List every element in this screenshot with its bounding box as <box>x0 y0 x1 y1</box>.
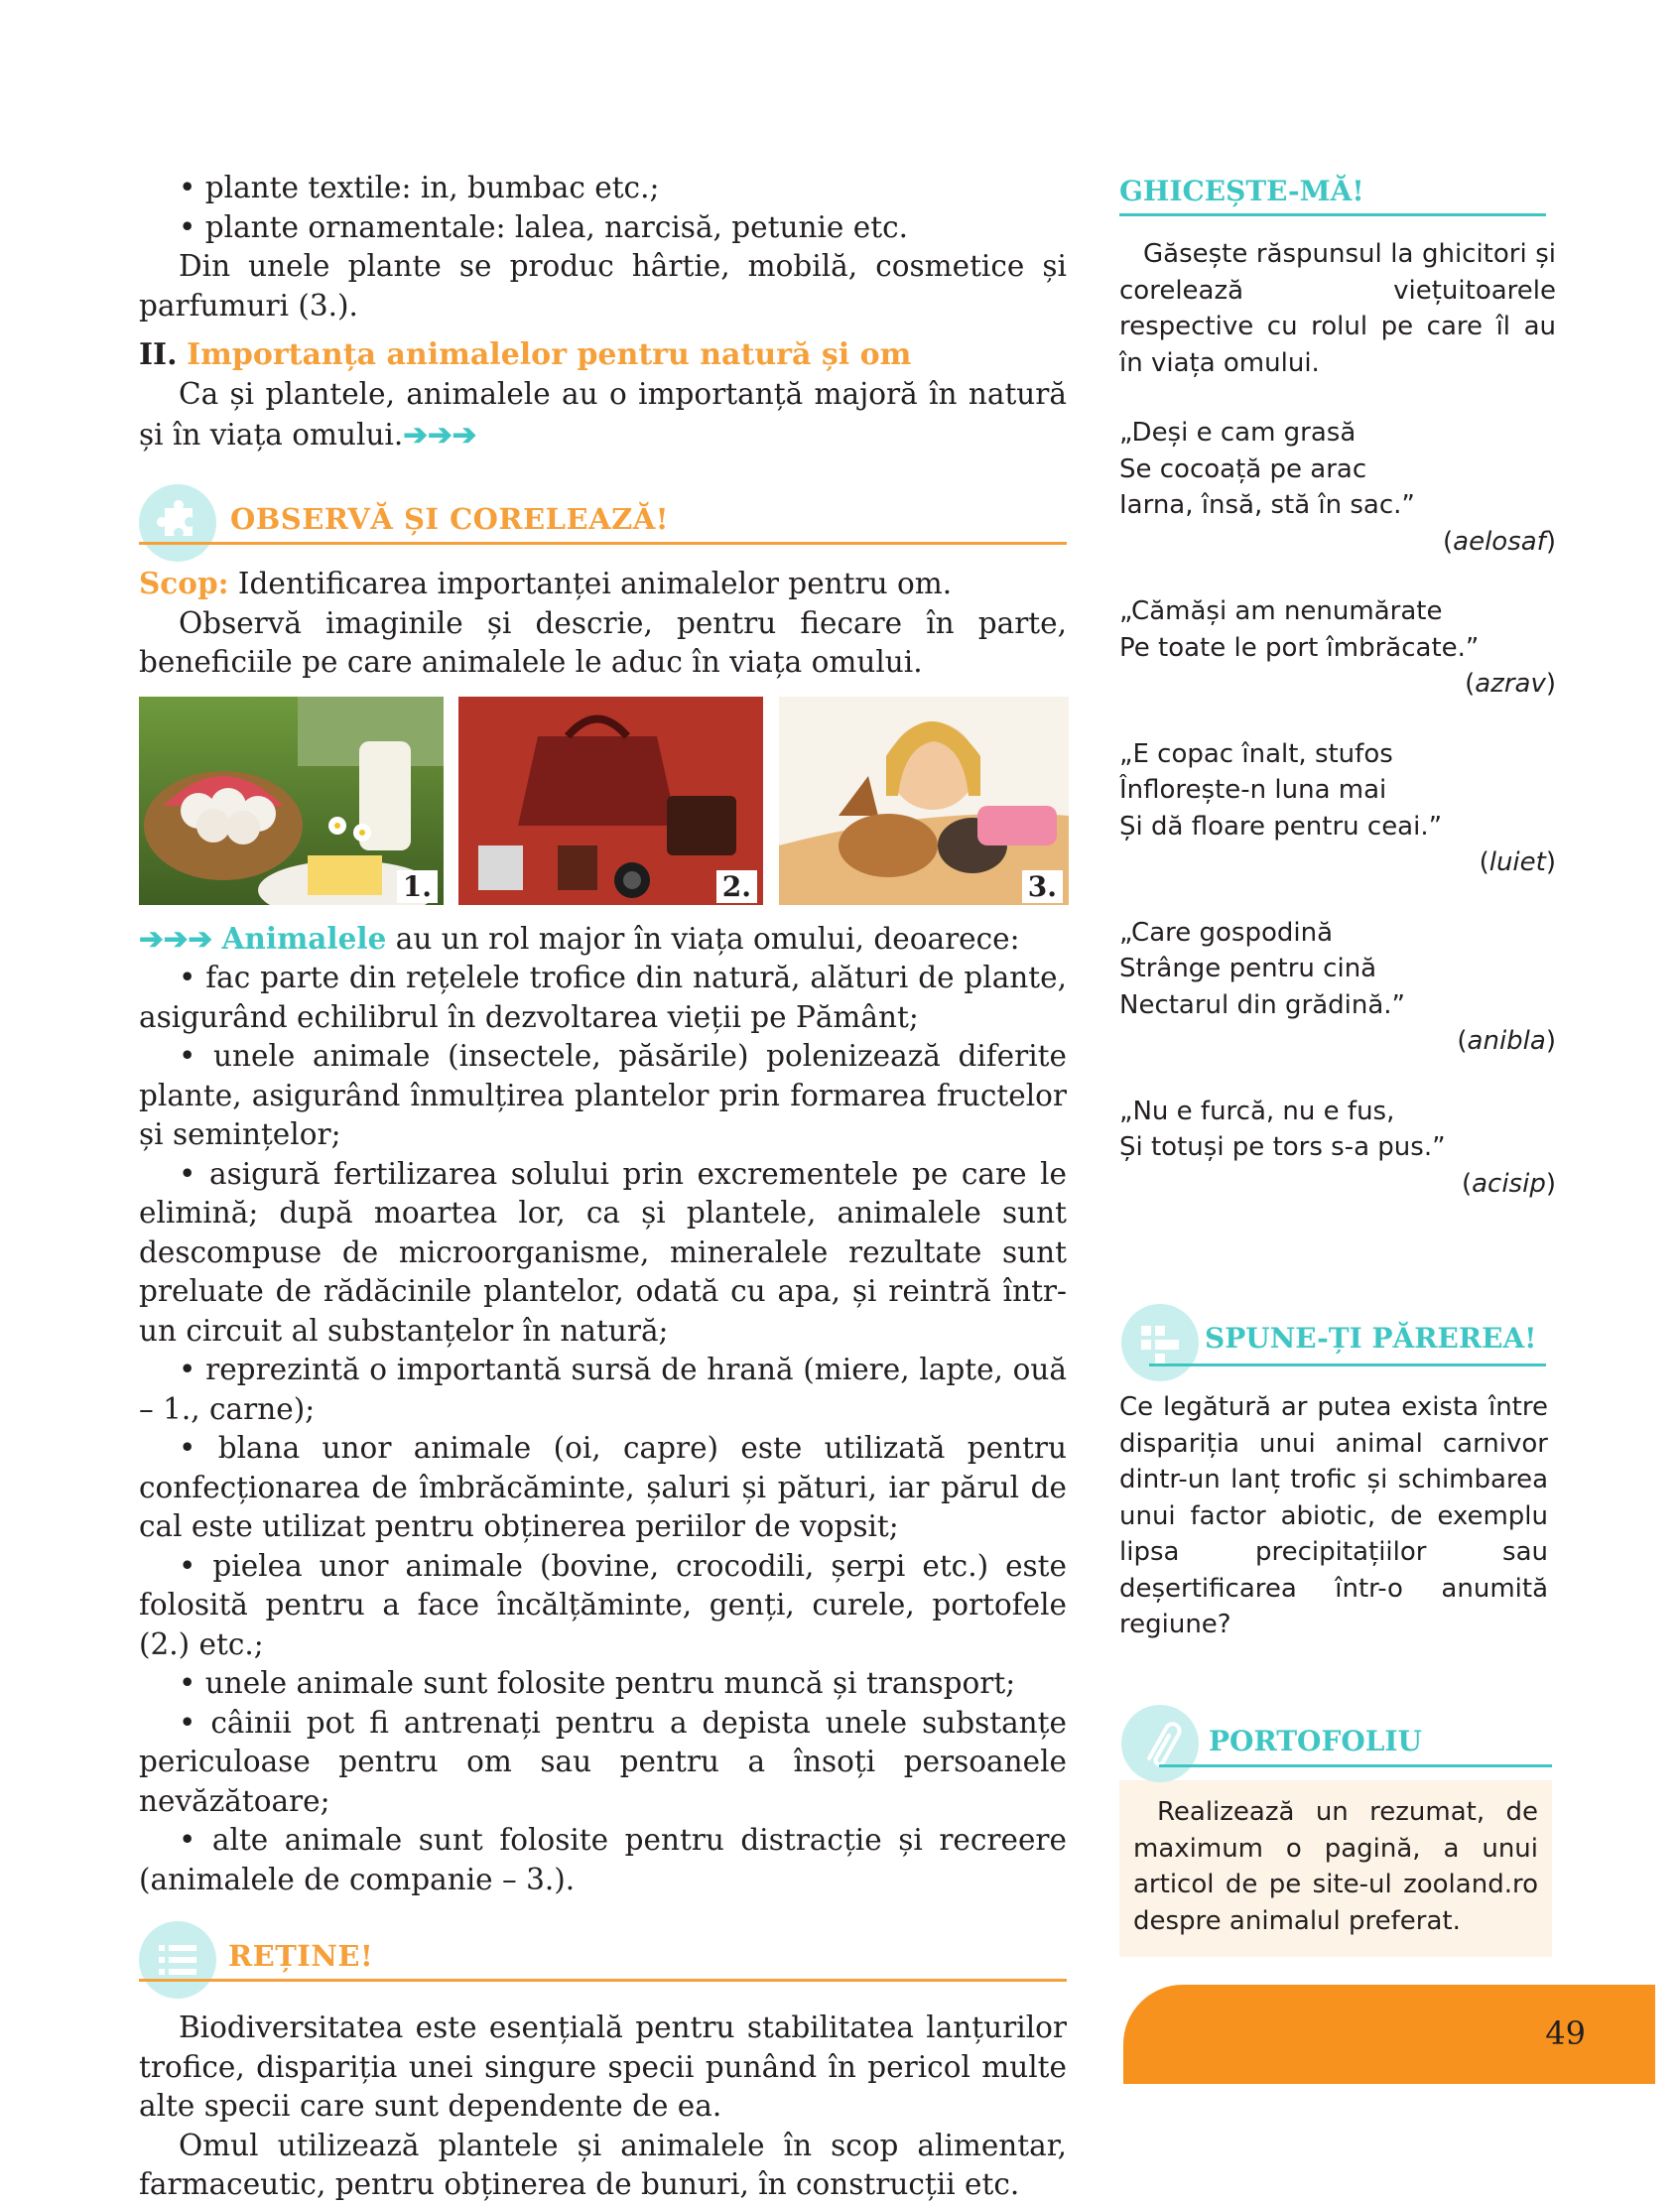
retine-title: REȚINE! <box>228 1939 374 1973</box>
riddle-answer-text: anibla <box>1467 1026 1546 1056</box>
riddle-line: Strânge pentru cină <box>1119 954 1377 983</box>
spune-text: Ce legătură ar putea exista între dispariția unui animal carnivor dintr-un lanț trofic și schimbarea unui factor abiotic, de exemplu lipsa precipitațiilor sau deșertificarea într-o anumită regiune? <box>1119 1392 1548 1639</box>
riddle-5 <box>1119 1094 1556 1203</box>
retine-divider <box>139 1979 1067 1982</box>
portofoliu-header <box>1119 1705 1552 1780</box>
arrows-icon: ➔➔➔ <box>403 416 477 452</box>
riddle-answer: (anibla) <box>1457 1026 1556 1056</box>
photo-food <box>139 697 444 905</box>
photo-label-3: 3. <box>1022 870 1063 903</box>
riddle-2 <box>1119 593 1556 703</box>
riddle-answer-text: acisip <box>1472 1168 1546 1199</box>
portofoliu-divider <box>1159 1764 1552 1767</box>
riddle-answer: (azrav) <box>1465 669 1556 699</box>
section-2-numeral: II. <box>139 337 178 372</box>
page-number-tab <box>1123 1985 1655 2084</box>
retine-paragraph-2: Omul utilizează plantele și animalele în scop alimentar, farmaceutic, pentru obținerea de bunuri, în construcții etc. <box>139 2128 1067 2201</box>
speech-bubble-icon <box>1119 1302 1201 1383</box>
main-column <box>139 169 1067 2205</box>
riddle-3 <box>1119 736 1556 881</box>
photo-label-1: 1. <box>397 870 438 903</box>
photo-strip <box>139 697 1067 905</box>
scope-text: Identificarea importanței animalelor pentru om. <box>228 567 953 600</box>
section-2-text-body: Ca și plantele, animalele au o importanță majoră în natură și în viața omului. <box>139 377 1067 452</box>
observa-title: OBSERVĂ ȘI CORELEAZĂ! <box>230 502 670 536</box>
riddle-answer-text: aelosaf <box>1453 526 1546 557</box>
animals-keyword: Animalele <box>221 920 387 956</box>
riddle-line: „Cămăși am nenumărate <box>1119 596 1443 626</box>
observa-text: Observă imaginile și descrie, pentru fiecare în parte, beneficiile pe care animalele le aduc în viața omului. <box>139 605 1067 679</box>
spune-box <box>1119 1308 1556 1643</box>
observa-header <box>139 484 1067 554</box>
riddle-line: „Deși e cam grasă <box>1119 418 1357 448</box>
riddle-line: Iarna, însă, stă în sac.” <box>1119 490 1415 520</box>
animals-lead <box>139 919 1067 960</box>
retine-header <box>139 1921 1067 1991</box>
ghiceste-divider <box>1119 213 1546 216</box>
spune-title: SPUNE-ȚI PĂREREA! <box>1205 1322 1537 1355</box>
riddle-line: „Care gospodină <box>1119 917 1334 948</box>
portofoliu-panel <box>1119 1780 1552 1957</box>
photo-leather-goods <box>458 697 763 905</box>
bullet-ornamental-plants: • plante ornamentale: lalea, narcisă, petunie etc. <box>179 209 908 244</box>
riddle-answer: (aelosaf) <box>1442 526 1556 557</box>
riddle-answer-text: luiet <box>1488 847 1546 877</box>
section-2-title: Importanța animalelor pentru natură și om <box>187 337 912 372</box>
puzzle-icon <box>139 484 216 562</box>
animal-role-item: • unele animale (insectele, păsările) polenizează diferite plante, asigurând înmulțirea plantelor prin formarea fructelor și semințelor; <box>139 1039 1067 1151</box>
riddle-line: „E copac înalt, stufos <box>1119 738 1393 769</box>
list-icon <box>139 1921 216 1999</box>
riddle-line: Se cocoață pe arac <box>1119 454 1367 484</box>
portofoliu-box <box>1119 1705 1552 1957</box>
animal-role-item: • reprezintă o importantă sursă de hrană (miere, lapte, ouă – 1., carne); <box>139 1353 1067 1426</box>
photo-label-2: 2. <box>716 870 757 903</box>
section-2-text <box>139 375 1067 454</box>
riddle-line: „Nu e furcă, nu e fus, <box>1119 1096 1395 1126</box>
riddle-line: Înflorește-n luna mai <box>1119 775 1387 805</box>
animal-role-item: • câinii pot fi antrenați pentru a depista unele substanțe periculoase pentru om sau pentru a însoți persoanele nevăzătoare; <box>139 1705 1067 1818</box>
portofoliu-title: PORTOFOLIU <box>1209 1725 1422 1757</box>
scope-label: Scop: <box>139 566 229 600</box>
ghiceste-title: GHICEȘTE-MĂ! <box>1119 175 1364 207</box>
bullet-textile-plants: • plante textile: in, bumbac etc.; <box>179 171 660 204</box>
riddle-answer-text: azrav <box>1475 669 1546 699</box>
ghiceste-intro: Găsește răspunsul la ghicitori și corelează viețuitoarele respective cu rolul pe care îl au în viața omului. <box>1119 239 1556 378</box>
animal-role-item: • pielea unor animale (bovine, crocodili, șerpi etc.) este folosită pentru a face încălțăminte, genți, curele, portofele (2.) etc.; <box>139 1548 1067 1661</box>
spune-header <box>1119 1308 1556 1377</box>
riddle-line: Nectarul din grădină.” <box>1119 989 1405 1020</box>
photo-girl-with-pets <box>779 697 1069 905</box>
spune-divider <box>1149 1363 1546 1366</box>
riddle-answer: (acisip) <box>1461 1168 1556 1199</box>
riddle-line: Și totuși pe tors s-a pus.” <box>1119 1132 1446 1162</box>
retine-paragraph-1: Biodiversitatea este esențială pentru stabilitatea lanțurilor trofice, dispariția unei singure specii punând în pericol multe alte specii care sunt dependente de ea. <box>139 2010 1067 2123</box>
riddle-line: Și dă floare pentru ceai.” <box>1119 811 1443 842</box>
section-2-heading <box>139 335 1067 375</box>
ghiceste-box <box>1119 175 1556 1202</box>
animal-role-item: • fac parte din rețelele trofice din natură, alături de plante, asigurând echilibrul în dezvoltarea vieții pe Pământ; <box>139 961 1067 1034</box>
scope-line <box>139 564 1067 604</box>
riddle-answer: (luiet) <box>1479 847 1556 877</box>
riddle-1 <box>1119 415 1556 560</box>
page-number: 49 <box>1545 2014 1586 2052</box>
animal-role-item: • unele animale sunt folosite pentru muncă și transport; <box>179 1666 1016 1700</box>
animal-role-item: • alte animale sunt folosite pentru distracție și recreere (animalele de companie – 3.). <box>139 1823 1067 1896</box>
animals-lead-text: au un rol major în viața omului, deoarece: <box>386 921 1020 956</box>
plants-products-text: Din unele plante se produc hârtie, mobilă, cosmetice și parfumuri (3.). <box>139 249 1067 323</box>
riddle-line: Pe toate le port îmbrăcate.” <box>1119 632 1480 663</box>
observa-divider <box>139 542 1067 545</box>
animal-role-item: • asigură fertilizarea solului prin excrementele pe care le elimină; după moartea lor, ca și plantele, animalele sunt descompuse de microorganisme, mineralele rezultate sunt preluate de rădăcinile plantelor, odată cu apa, și reintră într-un circuit al substanțelor în natură; <box>139 1156 1067 1348</box>
animal-role-item: • blana unor animale (oi, capre) este utilizată pentru confecționarea de îmbrăcăminte, șaluri și pături, iar părul de cal este utilizat pentru obținerea periilor de vopsit; <box>139 1431 1067 1543</box>
arrows-icon: ➔➔➔ <box>139 920 213 956</box>
paperclip-icon <box>1119 1703 1201 1784</box>
portofoliu-text: Realizează un rezumat, de maximum o pagină, a unui articol de pe site-ul zooland.ro despre animalul preferat. <box>1133 1797 1538 1936</box>
riddle-4 <box>1119 915 1556 1060</box>
